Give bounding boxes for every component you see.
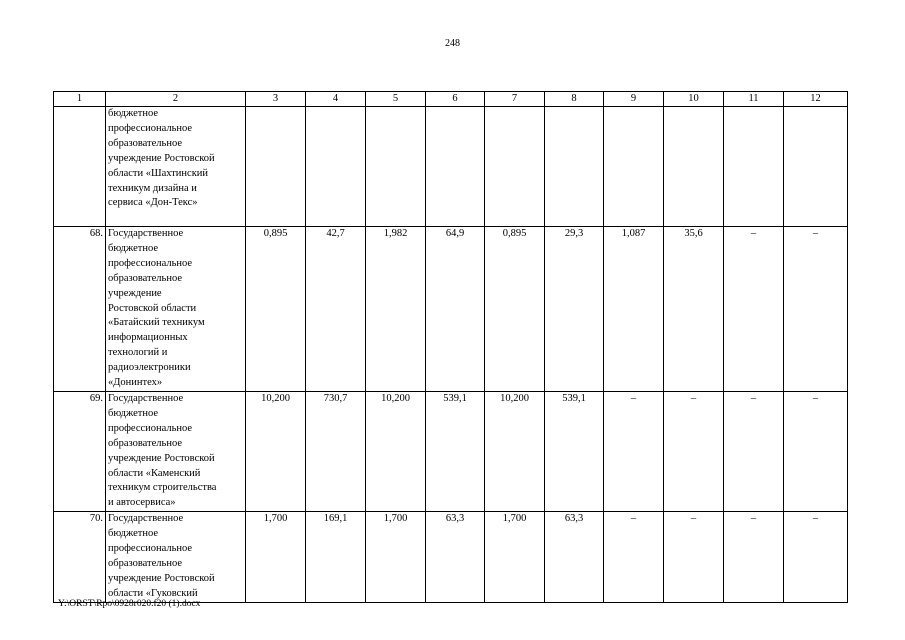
- institution-name: Государственное бюджетное профессиональное образовательное учреждение Ростовской области «Батайский техникум информационных технологий и радиоэлектроники «Донинтех»: [106, 227, 246, 392]
- column-header: 6: [426, 92, 485, 107]
- column-header: 4: [306, 92, 366, 107]
- value-cell: 10,200: [485, 392, 545, 512]
- value-cell: 0,895: [246, 227, 306, 392]
- institution-name: бюджетное профессиональное образовательное учреждение Ростовской области «Шахтинский техникум дизайна и сервиса «Дон-Текс»: [106, 107, 246, 227]
- value-cell: [724, 107, 784, 227]
- value-cell: 10,200: [246, 392, 306, 512]
- value-cell: 42,7: [306, 227, 366, 392]
- column-header: 3: [246, 92, 306, 107]
- value-cell: 730,7: [306, 392, 366, 512]
- value-cell: 0,895: [485, 227, 545, 392]
- value-cell: –: [784, 227, 848, 392]
- value-cell: 1,982: [366, 227, 426, 392]
- column-header: 5: [366, 92, 426, 107]
- column-header: 2: [106, 92, 246, 107]
- value-cell: [366, 107, 426, 227]
- value-cell: [784, 107, 848, 227]
- institution-name: Государственное бюджетное профессиональное образовательное учреждение Ростовской области «Гуковский: [106, 512, 246, 602]
- value-cell: 1,700: [246, 512, 306, 602]
- value-cell: –: [724, 227, 784, 392]
- value-cell: 29,3: [545, 227, 604, 392]
- value-cell: 1,700: [366, 512, 426, 602]
- file-path-footer: Y:\ORST\Rpo\0928r020.f20 (1).docx: [58, 599, 201, 609]
- value-cell: 539,1: [545, 392, 604, 512]
- page-number: 248: [445, 38, 460, 49]
- value-cell: –: [604, 512, 664, 602]
- value-cell: 1,087: [604, 227, 664, 392]
- value-cell: [664, 107, 724, 227]
- value-cell: 64,9: [426, 227, 485, 392]
- table-row: [54, 392, 848, 512]
- value-cell: [545, 107, 604, 227]
- value-cell: –: [724, 392, 784, 512]
- table-row: [54, 107, 848, 227]
- value-cell: –: [784, 512, 848, 602]
- value-cell: [306, 107, 366, 227]
- column-header: 9: [604, 92, 664, 107]
- value-cell: 63,3: [545, 512, 604, 602]
- value-cell: –: [724, 512, 784, 602]
- value-cell: –: [664, 392, 724, 512]
- value-cell: [604, 107, 664, 227]
- value-cell: 169,1: [306, 512, 366, 602]
- value-cell: 1,700: [485, 512, 545, 602]
- value-cell: [485, 107, 545, 227]
- value-cell: 10,200: [366, 392, 426, 512]
- value-cell: 539,1: [426, 392, 485, 512]
- column-header: 7: [485, 92, 545, 107]
- column-header: 1: [54, 92, 106, 107]
- column-header: 10: [664, 92, 724, 107]
- table-row: [54, 512, 848, 602]
- column-header: 8: [545, 92, 604, 107]
- column-header: 11: [724, 92, 784, 107]
- column-header: 12: [784, 92, 848, 107]
- value-cell: 35,6: [664, 227, 724, 392]
- row-number: [54, 107, 106, 227]
- value-cell: [426, 107, 485, 227]
- institution-name: Государственное бюджетное профессиональное образовательное учреждение Ростовской области «Каменский техникум строительства и автосервиса»: [106, 392, 246, 512]
- table-body: [54, 92, 848, 603]
- value-cell: –: [664, 512, 724, 602]
- table-header-row: [54, 92, 848, 107]
- row-number: 69.: [54, 392, 106, 512]
- value-cell: –: [604, 392, 664, 512]
- table-row: [54, 227, 848, 392]
- value-cell: –: [784, 392, 848, 512]
- data-table: [53, 91, 848, 603]
- row-number: 68.: [54, 227, 106, 392]
- row-number: 70.: [54, 512, 106, 602]
- value-cell: [246, 107, 306, 227]
- value-cell: 63,3: [426, 512, 485, 602]
